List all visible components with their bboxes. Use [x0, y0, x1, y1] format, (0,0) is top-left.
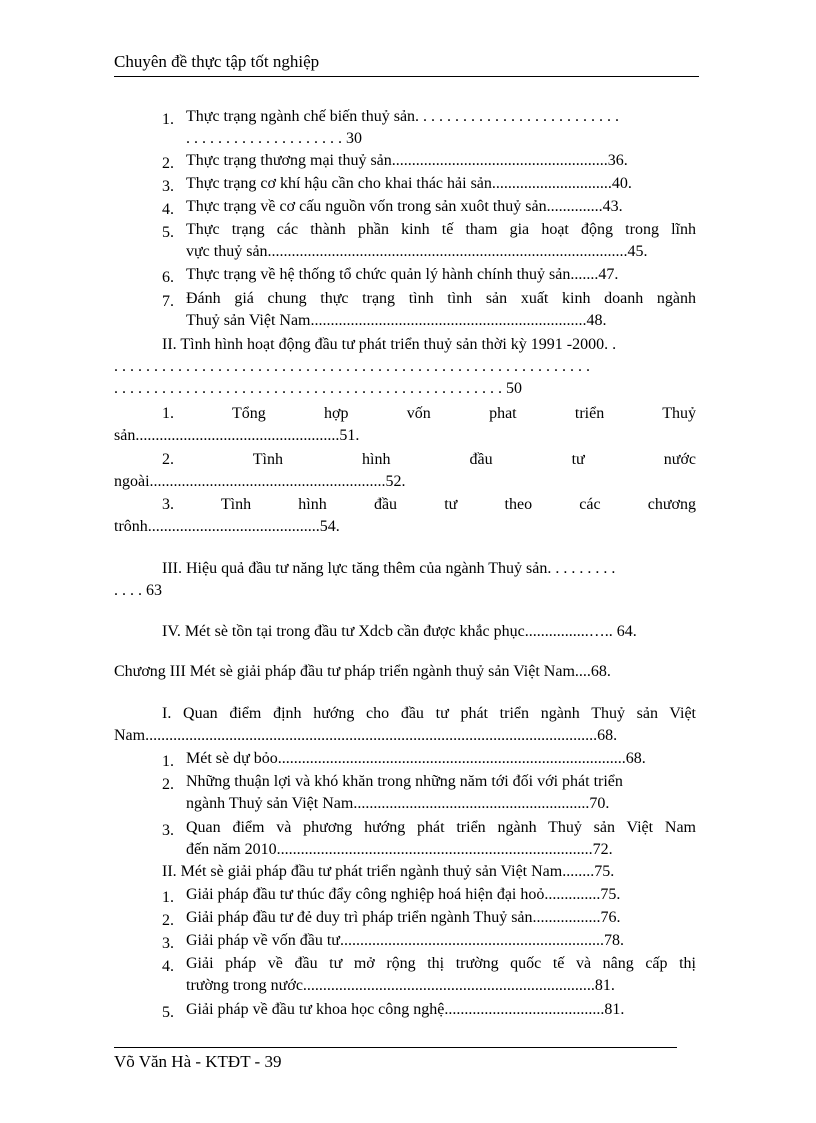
toc-entry-continued: trônh...........................................54. — [114, 518, 340, 535]
toc-number: 4. — [162, 201, 174, 218]
toc-section-heading: IV. Mét sè tồn tại trong đầu tư Xdcb cần được khắc phục................….. 64. — [162, 623, 637, 640]
toc-number: 1. — [162, 753, 174, 770]
toc-entry-continued: . . . . . . . . . . . . . . . . . . . . 30 — [186, 130, 362, 147]
toc-entry-continued: . . . . . . . . . . . . . . . . . . . . . . . . . . . . . . . . . . . . . . . . . . . . . . . . . 50 — [114, 380, 522, 397]
toc-entry: Đánh giá chung thực trạng tình tình sản xuất kinh doanh ngành — [186, 290, 696, 307]
toc-section-heading: III. Hiệu quả đầu tư năng lực tăng thêm của ngành Thuỷ sản. . . . . . . . . — [162, 560, 616, 577]
toc-number: 3. — [162, 178, 174, 195]
toc-entry-continued: ngành Thuỷ sản Việt Nam...........................................................70. — [186, 795, 610, 812]
toc-entry: Quan điểm và phương hướng phát triển ngành Thuỷ sản Việt Nam — [186, 819, 696, 836]
toc-number: 3. — [162, 822, 174, 839]
toc-entry: 2. Tình hình đầu tư nước — [162, 451, 696, 468]
toc-number: 5. — [162, 224, 174, 241]
toc-entry-continued: sản...................................................51. — [114, 427, 360, 444]
toc-entry: Giải pháp về vốn đầu tư..................................................................78. — [186, 932, 624, 949]
toc-number: 3. — [162, 935, 174, 952]
toc-entry-continued: đến năm 2010...............................................................................72. — [186, 841, 613, 858]
toc-entry: Thực trạng về cơ cấu nguồn vốn trong sản xuôt thuỷ sản..............43. — [186, 198, 623, 215]
toc-entry-continued: vực thuỷ sản..........................................................................................45. — [186, 243, 648, 260]
toc-section-heading: I. Quan điểm định hướng cho đầu tư phát triển ngành Thuỷ sản Việt — [162, 705, 696, 722]
toc-number: 6. — [162, 269, 174, 286]
toc-number: 2. — [162, 155, 174, 172]
toc-entry: Thực trạng về hệ thống tổ chức quản lý hành chính thuỷ sản.......47. — [186, 266, 619, 283]
toc-number: 1. — [162, 111, 174, 128]
toc-number: 1. — [162, 889, 174, 906]
page-footer: Võ Văn Hà - KTĐT - 39 — [114, 1052, 282, 1071]
toc-section-heading: II. Tình hình hoạt động đầu tư phát triển thuỷ sản thời kỳ 1991 -2000. . — [162, 336, 617, 353]
toc-number: 2. — [162, 912, 174, 929]
toc-number: 4. — [162, 958, 174, 975]
toc-entry: Thực trạng ngành chế biến thuỷ sản. . . . . . . . . . . . . . . . . . . . . . . . . . — [186, 108, 620, 125]
toc-entry: Giải pháp đầu tư đẻ duy trì pháp triển ngành Thuỷ sản.................76. — [186, 909, 621, 926]
toc-entry: Mét sè dự bỏo.......................................................................................68. — [186, 750, 646, 767]
toc-entry: Thực trạng cơ khí hậu cần cho khai thác hải sản..............................40. — [186, 175, 632, 192]
toc-entry: Những thuận lợi và khó khăn trong những năm tới đối với phát triển — [186, 773, 623, 790]
toc-number: 5. — [162, 1004, 174, 1021]
toc-entry-continued: . . . . 63 — [114, 582, 162, 599]
toc-entry: Giải pháp về đầu tư khoa học công nghệ........................................81. — [186, 1001, 625, 1018]
footer-rule — [114, 1047, 677, 1048]
header-rule — [114, 76, 699, 77]
toc-number: 7. — [162, 293, 174, 310]
toc-entry: Thực trạng các thành phần kinh tế tham gia hoạt động trong lĩnh — [186, 221, 696, 238]
toc-chapter-heading: Chương III Mét sè giải pháp đầu tư pháp triển ngành thuỷ sản Việt Nam....68. — [114, 663, 611, 680]
toc-entry: Giải pháp về đầu tư mở rộng thị trường quốc tế và nâng cấp thị — [186, 955, 696, 972]
toc-entry: Giải pháp đầu tư thúc đẩy công nghiệp hoá hiện đại hoỏ..............75. — [186, 886, 621, 903]
page-header: Chuyên đề thực tập tốt nghiệp — [114, 52, 320, 71]
toc-entry-continued: Nam.................................................................................................................68. — [114, 727, 618, 744]
toc-entry-continued: ngoài...........................................................52. — [114, 473, 406, 490]
toc-entry-continued: Thuỷ sản Việt Nam.....................................................................48. — [186, 312, 607, 329]
toc-entry: 3. Tình hình đầu tư theo các chương — [162, 496, 696, 513]
toc-entry: 1. Tổng hợp vốn phat triển Thuỷ — [162, 405, 696, 422]
toc-entry-continued: . . . . . . . . . . . . . . . . . . . . . . . . . . . . . . . . . . . . . . . . . . . . . . . . . . . . . . . . . . . . — [114, 358, 590, 375]
toc-entry-continued: trường trong nước.........................................................................81. — [186, 977, 615, 994]
toc-section-heading: II. Mét sè giải pháp đầu tư phát triển ngành thuỷ sản Việt Nam........75. — [162, 863, 615, 880]
toc-number: 2. — [162, 776, 174, 793]
toc-entry: Thực trạng thương mại thuỷ sản......................................................36. — [186, 152, 628, 169]
